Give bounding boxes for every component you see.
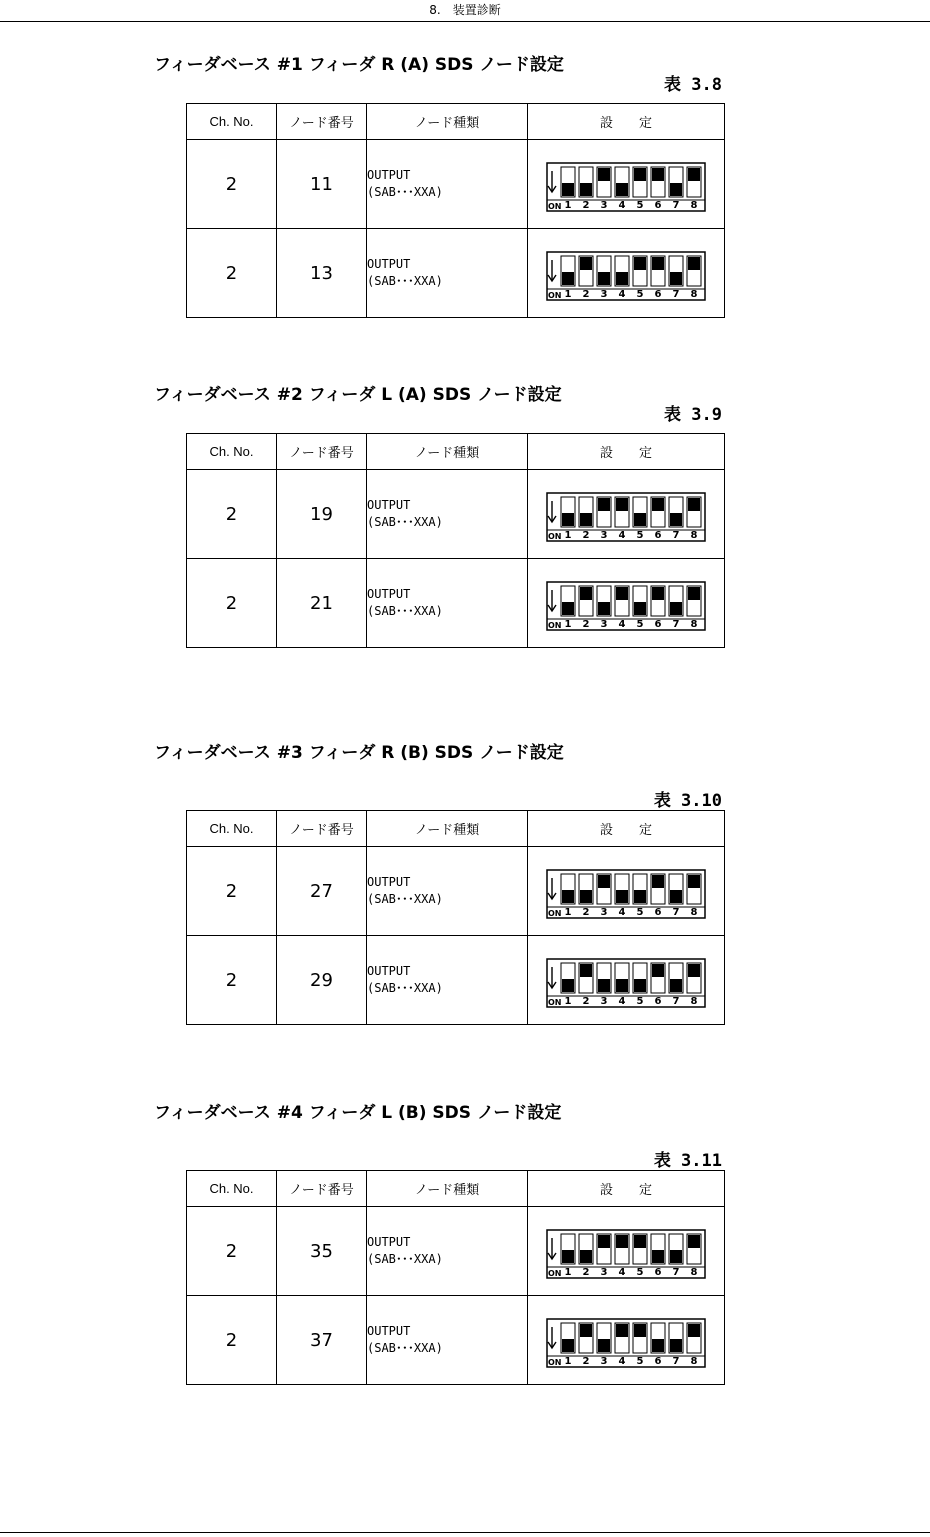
dip-switch [545, 1317, 707, 1369]
table-header-row [187, 1171, 725, 1207]
page-header [0, 0, 930, 22]
dip-knob-off [580, 1324, 592, 1337]
dip-knob-on [580, 1250, 592, 1263]
dip-switch-cell [528, 847, 725, 936]
dip-knob-on [562, 890, 574, 903]
dip-knob-on [616, 890, 628, 903]
dip-number-label: 1 [564, 907, 572, 918]
dip-knob-on [562, 513, 574, 526]
node-type-line1: OUTPUT [367, 168, 411, 182]
node-no-cell: 37 [277, 1296, 367, 1385]
header-node-no: ノード番号 [277, 1171, 367, 1207]
dip-knob-off [598, 168, 610, 181]
dip-knob-on [562, 602, 574, 615]
table-header-row [187, 434, 725, 470]
dip-switch [545, 491, 707, 543]
header-node-type: ノード種類 [367, 104, 528, 140]
dip-switch-cell [528, 470, 725, 559]
dip-switch [545, 1228, 707, 1280]
dip-number-label: 5 [636, 530, 644, 541]
node-type-line2: (SAB･･･XXA) [367, 892, 443, 906]
dip-knob-on [562, 1250, 574, 1263]
table-header-row [187, 104, 725, 140]
section-title: フィーダベース #3 フィーダ R (B) SDS ノード設定 [154, 743, 564, 763]
dip-knob-off [652, 168, 664, 181]
section-title: フィーダベース #4 フィーダ L (B) SDS ノード設定 [154, 1103, 562, 1123]
header-setting: 設 定 [528, 434, 725, 470]
dip-knob-off [652, 587, 664, 600]
dip-number-label: 6 [654, 200, 662, 211]
dip-knob-off [688, 257, 700, 270]
ch-no-cell: 2 [187, 470, 277, 559]
table-row [187, 140, 725, 229]
dip-number-label: 8 [690, 996, 698, 1007]
dip-knob-off [598, 498, 610, 511]
dip-on-label: ON [548, 621, 562, 630]
node-no-cell: 21 [277, 559, 367, 648]
dip-knob-off [580, 587, 592, 600]
dip-number-label: 4 [618, 289, 626, 300]
dip-knob-off [598, 875, 610, 888]
dip-number-label: 5 [636, 289, 644, 300]
dip-knob-off [688, 875, 700, 888]
dip-number-label: 8 [690, 619, 698, 630]
ch-no-cell: 2 [187, 936, 277, 1025]
dip-knob-on [580, 513, 592, 526]
dip-knob-off [634, 1324, 646, 1337]
dip-number-label: 6 [654, 907, 662, 918]
table-row [187, 470, 725, 559]
node-no-cell: 27 [277, 847, 367, 936]
ch-no-cell: 2 [187, 140, 277, 229]
dip-on-label: ON [548, 998, 562, 1007]
ch-no-cell: 2 [187, 559, 277, 648]
dip-number-label: 2 [582, 1356, 590, 1367]
dip-number-label: 7 [672, 996, 680, 1007]
node-type-cell [367, 847, 528, 936]
node-setting-table [186, 1170, 725, 1385]
node-no-cell: 35 [277, 1207, 367, 1296]
dip-number-label: 6 [654, 1267, 662, 1278]
node-setting-table [186, 810, 725, 1025]
header-node-no: ノード番号 [277, 811, 367, 847]
header-ch-no: Ch. No. [187, 1171, 277, 1207]
chapter-title: 8. 装置診断 [429, 3, 501, 17]
node-type-cell [367, 229, 528, 318]
dip-number-label: 3 [600, 1267, 608, 1278]
dip-knob-off [688, 587, 700, 600]
node-type-cell [367, 140, 528, 229]
dip-number-label: 2 [582, 1267, 590, 1278]
dip-number-label: 3 [600, 619, 608, 630]
dip-number-label: 3 [600, 530, 608, 541]
dip-number-label: 1 [564, 1356, 572, 1367]
dip-switch [545, 868, 707, 920]
dip-switch-cell [528, 140, 725, 229]
node-setting-table [186, 433, 725, 648]
dip-number-label: 3 [600, 289, 608, 300]
dip-number-label: 2 [582, 996, 590, 1007]
dip-number-label: 3 [600, 1356, 608, 1367]
node-type-line2: (SAB･･･XXA) [367, 274, 443, 288]
dip-number-label: 2 [582, 200, 590, 211]
dip-knob-on [670, 183, 682, 196]
node-type-line2: (SAB･･･XXA) [367, 1252, 443, 1266]
dip-number-label: 4 [618, 619, 626, 630]
table-row [187, 229, 725, 318]
dip-switch-cell [528, 1296, 725, 1385]
dip-knob-on [616, 183, 628, 196]
table-row [187, 847, 725, 936]
dip-switch-cell [528, 559, 725, 648]
table-number: 表 3.9 [664, 405, 722, 425]
header-node-type: ノード種類 [367, 811, 528, 847]
table-number: 表 3.8 [664, 75, 722, 95]
ch-no-cell: 2 [187, 229, 277, 318]
node-type-cell [367, 1296, 528, 1385]
table-number: 表 3.11 [653, 1151, 722, 1171]
dip-number-label: 7 [672, 907, 680, 918]
dip-on-label: ON [548, 291, 562, 300]
dip-number-label: 7 [672, 530, 680, 541]
table-row [187, 1207, 725, 1296]
dip-switch [545, 161, 707, 213]
dip-knob-off [616, 587, 628, 600]
dip-switch-cell [528, 229, 725, 318]
dip-number-label: 6 [654, 1356, 662, 1367]
dip-number-label: 5 [636, 1267, 644, 1278]
node-type-line2: (SAB･･･XXA) [367, 185, 443, 199]
dip-knob-on [634, 513, 646, 526]
dip-knob-off [616, 1235, 628, 1248]
dip-number-label: 1 [564, 530, 572, 541]
dip-on-label: ON [548, 1358, 562, 1367]
footer-rule [0, 1532, 930, 1533]
dip-switch [545, 580, 707, 632]
node-type-cell [367, 470, 528, 559]
dip-number-label: 3 [600, 200, 608, 211]
node-no-cell: 19 [277, 470, 367, 559]
header-node-type: ノード種類 [367, 434, 528, 470]
dip-knob-on [670, 890, 682, 903]
dip-knob-on [652, 1339, 664, 1352]
node-type-line2: (SAB･･･XXA) [367, 981, 443, 995]
ch-no-cell: 2 [187, 1207, 277, 1296]
dip-number-label: 7 [672, 1356, 680, 1367]
node-type-cell [367, 1207, 528, 1296]
section-title: フィーダベース #1 フィーダ R (A) SDS ノード設定 [154, 55, 564, 75]
dip-number-label: 8 [690, 200, 698, 211]
dip-number-label: 4 [618, 530, 626, 541]
dip-knob-on [562, 183, 574, 196]
node-type-line1: OUTPUT [367, 498, 411, 512]
node-no-cell: 29 [277, 936, 367, 1025]
dip-number-label: 8 [690, 1356, 698, 1367]
dip-on-label: ON [548, 1269, 562, 1278]
dip-number-label: 1 [564, 200, 572, 211]
dip-knob-on [580, 890, 592, 903]
dip-switch [545, 957, 707, 1009]
dip-knob-on [562, 1339, 574, 1352]
dip-switch-cell [528, 936, 725, 1025]
dip-knob-on [670, 979, 682, 992]
dip-number-label: 3 [600, 907, 608, 918]
ch-no-cell: 2 [187, 1296, 277, 1385]
dip-number-label: 4 [618, 200, 626, 211]
dip-knob-on [634, 890, 646, 903]
dip-number-label: 4 [618, 907, 626, 918]
dip-knob-off [616, 1324, 628, 1337]
node-type-cell [367, 936, 528, 1025]
header-node-no: ノード番号 [277, 104, 367, 140]
dip-number-label: 6 [654, 530, 662, 541]
dip-knob-on [670, 272, 682, 285]
section-title: フィーダベース #2 フィーダ L (A) SDS ノード設定 [154, 385, 562, 405]
dip-number-label: 5 [636, 996, 644, 1007]
dip-knob-off [652, 964, 664, 977]
node-type-line1: OUTPUT [367, 587, 411, 601]
dip-number-label: 2 [582, 530, 590, 541]
dip-knob-off [688, 168, 700, 181]
dip-knob-on [670, 602, 682, 615]
node-type-line2: (SAB･･･XXA) [367, 515, 443, 529]
dip-knob-off [580, 257, 592, 270]
dip-on-label: ON [548, 202, 562, 211]
dip-number-label: 7 [672, 1267, 680, 1278]
dip-number-label: 1 [564, 289, 572, 300]
node-type-line1: OUTPUT [367, 964, 411, 978]
dip-switch-cell [528, 1207, 725, 1296]
dip-number-label: 2 [582, 907, 590, 918]
ch-no-cell: 2 [187, 847, 277, 936]
node-no-cell: 11 [277, 140, 367, 229]
header-ch-no: Ch. No. [187, 104, 277, 140]
dip-knob-off [652, 498, 664, 511]
header-node-type: ノード種類 [367, 1171, 528, 1207]
dip-knob-on [670, 1250, 682, 1263]
table-number: 表 3.10 [653, 791, 722, 811]
header-setting: 設 定 [528, 811, 725, 847]
dip-knob-on [580, 183, 592, 196]
node-setting-table [186, 103, 725, 318]
dip-knob-on [634, 979, 646, 992]
dip-knob-on [598, 979, 610, 992]
dip-number-label: 1 [564, 996, 572, 1007]
dip-number-label: 7 [672, 619, 680, 630]
table-header-row [187, 811, 725, 847]
dip-number-label: 4 [618, 996, 626, 1007]
node-type-line1: OUTPUT [367, 1235, 411, 1249]
dip-number-label: 8 [690, 1267, 698, 1278]
dip-on-label: ON [548, 532, 562, 541]
header-setting: 設 定 [528, 104, 725, 140]
node-no-cell: 13 [277, 229, 367, 318]
dip-number-label: 6 [654, 289, 662, 300]
dip-knob-on [616, 979, 628, 992]
dip-knob-on [670, 513, 682, 526]
dip-number-label: 1 [564, 619, 572, 630]
dip-knob-on [652, 1250, 664, 1263]
node-type-line1: OUTPUT [367, 1324, 411, 1338]
dip-number-label: 1 [564, 1267, 572, 1278]
dip-knob-on [598, 1339, 610, 1352]
dip-number-label: 5 [636, 200, 644, 211]
node-type-line1: OUTPUT [367, 257, 411, 271]
header-ch-no: Ch. No. [187, 434, 277, 470]
dip-knob-off [652, 257, 664, 270]
dip-knob-off [634, 168, 646, 181]
dip-knob-off [616, 498, 628, 511]
node-type-line1: OUTPUT [367, 875, 411, 889]
dip-number-label: 4 [618, 1356, 626, 1367]
dip-knob-off [688, 964, 700, 977]
dip-number-label: 5 [636, 1356, 644, 1367]
table-row [187, 936, 725, 1025]
dip-knob-on [634, 602, 646, 615]
node-type-line2: (SAB･･･XXA) [367, 604, 443, 618]
table-row [187, 1296, 725, 1385]
dip-knob-off [634, 257, 646, 270]
dip-number-label: 6 [654, 619, 662, 630]
dip-number-label: 5 [636, 907, 644, 918]
table-row [187, 559, 725, 648]
dip-knob-on [598, 272, 610, 285]
dip-switch [545, 250, 707, 302]
dip-knob-on [562, 272, 574, 285]
dip-knob-off [580, 964, 592, 977]
dip-knob-off [598, 1235, 610, 1248]
dip-number-label: 6 [654, 996, 662, 1007]
dip-knob-off [634, 1235, 646, 1248]
dip-number-label: 7 [672, 200, 680, 211]
header-ch-no: Ch. No. [187, 811, 277, 847]
header-setting: 設 定 [528, 1171, 725, 1207]
dip-knob-on [598, 602, 610, 615]
dip-number-label: 2 [582, 289, 590, 300]
dip-number-label: 4 [618, 1267, 626, 1278]
dip-number-label: 7 [672, 289, 680, 300]
dip-number-label: 8 [690, 289, 698, 300]
node-type-line2: (SAB･･･XXA) [367, 1341, 443, 1355]
dip-knob-on [670, 1339, 682, 1352]
header-node-no: ノード番号 [277, 434, 367, 470]
dip-number-label: 5 [636, 619, 644, 630]
dip-number-label: 8 [690, 530, 698, 541]
dip-number-label: 8 [690, 907, 698, 918]
dip-knob-on [562, 979, 574, 992]
dip-number-label: 3 [600, 996, 608, 1007]
dip-number-label: 2 [582, 619, 590, 630]
dip-knob-on [616, 272, 628, 285]
dip-on-label: ON [548, 909, 562, 918]
dip-knob-off [652, 875, 664, 888]
node-type-cell [367, 559, 528, 648]
dip-knob-off [688, 1324, 700, 1337]
dip-knob-off [688, 498, 700, 511]
dip-knob-off [688, 1235, 700, 1248]
